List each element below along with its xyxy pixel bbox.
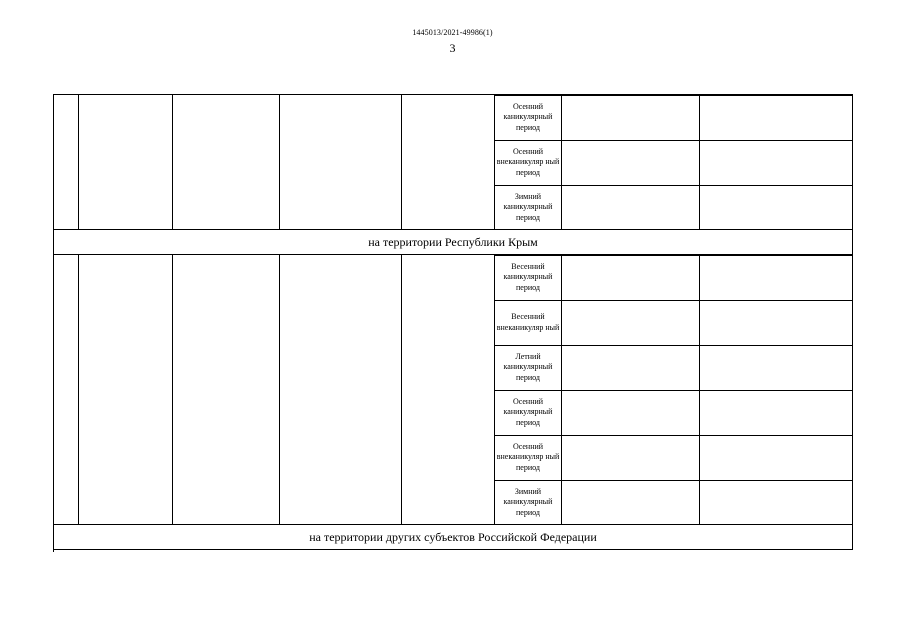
column-divider [172, 95, 173, 229]
column-divider [78, 95, 79, 229]
page-number: 3 [449, 41, 456, 55]
period-cell: Осенний внеканикуляр ный период [496, 146, 560, 177]
column-divider [172, 255, 173, 524]
period-cell: Осенний внеканикуляр ный период [496, 441, 560, 472]
table-block-2 [54, 255, 853, 525]
column-divider [401, 255, 402, 524]
column-divider [279, 255, 280, 524]
section-header-other-regions: на территории других субъектов Российской Федерации [54, 525, 853, 550]
period-cell: Осенний каникулярный период [503, 101, 553, 132]
column-divider [401, 95, 402, 229]
period-cell: Зимний каникулярный период [503, 486, 553, 517]
schedule-table [53, 94, 853, 552]
section-header-crimea: на территории Республики Крым [54, 230, 853, 255]
column-divider [78, 255, 79, 524]
table-block-1 [54, 95, 853, 230]
period-cell: Летний каникулярный период [503, 351, 553, 382]
period-cell: Зимний каникулярный период [503, 191, 553, 222]
column-divider [279, 95, 280, 229]
period-cell: Осенний каникулярный период [503, 396, 553, 427]
document-number: 1445013/2021-49986(1) [412, 28, 493, 37]
period-cell: Весенний внеканикуляр ный [496, 312, 560, 332]
period-cell: Весенний каникулярный период [503, 261, 553, 292]
